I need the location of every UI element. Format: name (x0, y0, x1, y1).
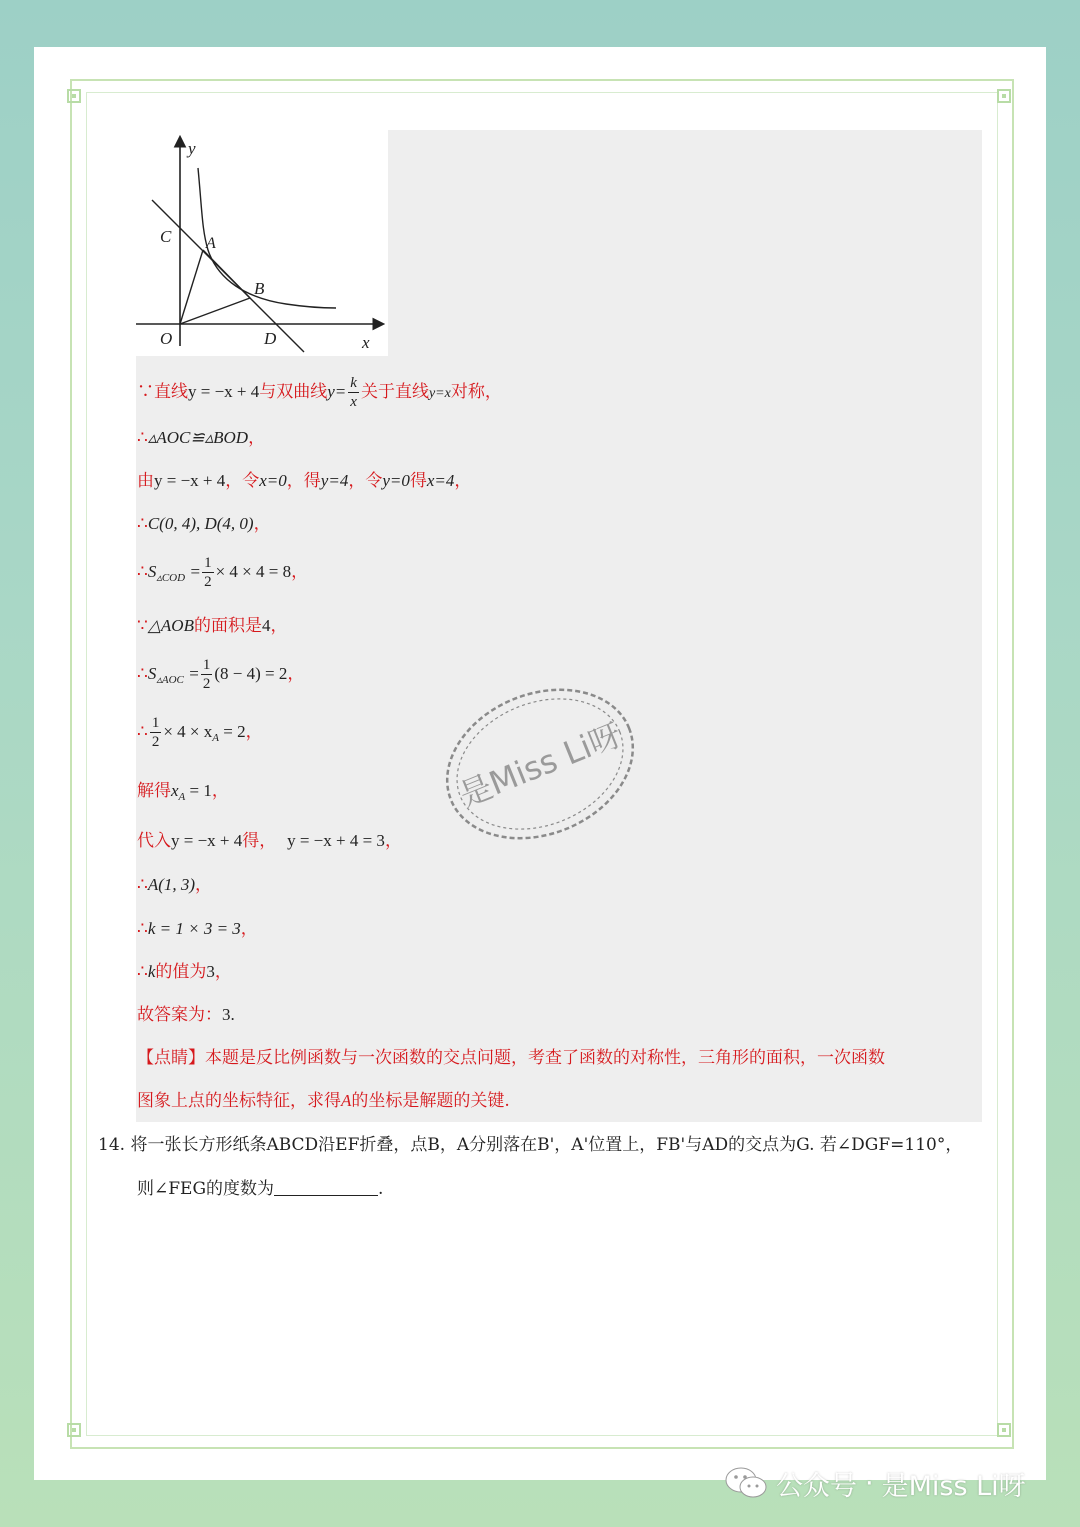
solution-line-4: ∴C(0, 4), D(4, 0)， (137, 514, 271, 534)
watermark-stamp (438, 676, 642, 852)
solution-line-8: ∴ $\frac{1}{2}$ × $4 \times x_A = 2$， (137, 715, 263, 750)
answer-blank[interactable] (274, 1179, 378, 1196)
stamp-text: 是Miss Li呀 (454, 715, 627, 815)
question-14-line-1: 14. 将一张长方形纸条ABCD沿EF折叠，点B，A分别落在B'，A'位置上，FB'与AD的交点为G. 若∠DGF=110°， (98, 1135, 963, 1155)
solution-line-11: ∴A(1, 3)， (137, 875, 213, 895)
solution-line-6: ∵△AOB的面积是4， (137, 616, 288, 636)
solution-line-9: 解得$x_A = 1$， (137, 781, 229, 803)
solution-comment-line-2: 图象上点的坐标特征，求得A的坐标是解题的关键. (137, 1091, 510, 1111)
footer-watermark (724, 1458, 1026, 1508)
solution-line-10: 代入y = −x + 4得， y = −x + 4 = 3， (137, 831, 402, 851)
label-d: D (264, 329, 277, 348)
label-y: y (188, 139, 196, 158)
wechat-icon (724, 1465, 768, 1501)
corner-ornament-icon (66, 88, 82, 104)
solution-line-3: 由y = −x + 4，令x=0，得y=4，令y=0得x=4， (137, 471, 472, 491)
corner-ornament-icon (66, 1422, 82, 1438)
solution-comment-line-1: 【点睛】本题是反比例函数与一次函数的交点问题，考查了函数的对称性，三角形的面积，一次函数 (137, 1048, 885, 1068)
label-x: x (362, 333, 370, 352)
hyperbola-curve (198, 168, 336, 308)
segment-oa (180, 250, 203, 324)
segment-ob (180, 298, 250, 324)
solution-line-14: 故答案为：3. (137, 1005, 235, 1025)
solution-line-2: ∴▵AOC≌▵BOD， (137, 428, 266, 448)
footer-separator: · (865, 1467, 874, 1499)
footer-channel: 公众号 (776, 1470, 857, 1502)
label-b: B (254, 279, 265, 298)
corner-ornament-icon (996, 88, 1012, 104)
label-o: O (160, 329, 173, 348)
label-c: C (160, 227, 172, 246)
function-graph (136, 130, 388, 356)
solution-line-5: $\therefore S_{▵COD}$ = $\frac{1}{2}$ × 4 × 4 = 8， (137, 555, 309, 590)
segment-ab (203, 250, 250, 298)
solution-line-13: ∴k的值为3， (137, 962, 232, 982)
solution-line-1: ∵直线y = −x + 4与双曲线y= $\frac{k}{x}$ 关于直线y=x对称， (137, 375, 502, 410)
solution-line-12: ∴k = 1 × 3 = 3， (137, 919, 258, 939)
footer-author: 是Miss Li呀 (881, 1470, 1026, 1502)
label-a: A (206, 235, 216, 252)
question-14-line-2: 则∠FEG的度数为 . (137, 1179, 384, 1199)
solution-line-7: $\therefore S_{▵AOC}$ = $\frac{1}{2}$ (8 − 4) = 2， (137, 657, 305, 692)
corner-ornament-icon (996, 1422, 1012, 1438)
